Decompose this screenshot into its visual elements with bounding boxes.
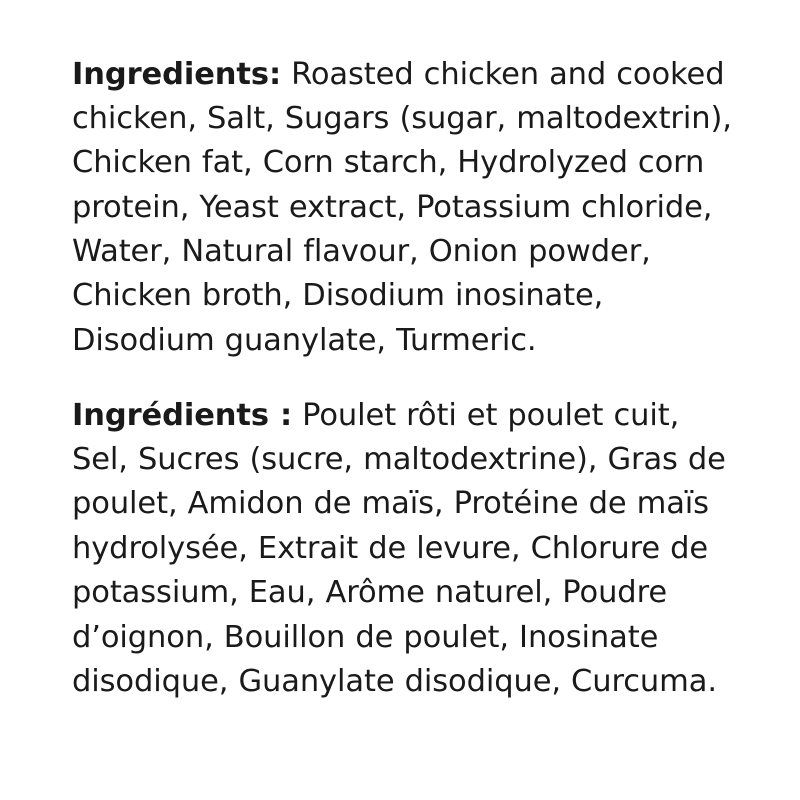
ingredients-text-english: Roasted chicken and cooked chicken, Salt, Sugars (sugar, maltodextrin), Chicken fat, Corn starch, Hydrolyzed corn protein, Yeast extract, Potassium chloride, Water, Natural flavour, Onion powder, Chicken broth, Disodium inosinate, Disodium guanylate, Turmeric. bbox=[72, 56, 732, 358]
ingredients-paragraph-french bbox=[72, 394, 732, 705]
ingredients-heading-english: Ingredients: bbox=[72, 56, 282, 92]
ingredients-heading-french: Ingrédients : bbox=[72, 397, 293, 433]
ingredients-text-french: Poulet rôti et poulet cuit, Sel, Sucres (sucre, maltodextrine), Gras de poulet, Amidon de maïs, Protéine de maïs hydrolysée, Extrait de levure, Chlorure de potassium, Eau, Arôme naturel, Poudre d’oignon, Bouillon de poulet, Inosinate disodique, Guanylate disodique, Curcuma. bbox=[72, 397, 726, 699]
ingredients-paragraph-english bbox=[72, 53, 732, 364]
